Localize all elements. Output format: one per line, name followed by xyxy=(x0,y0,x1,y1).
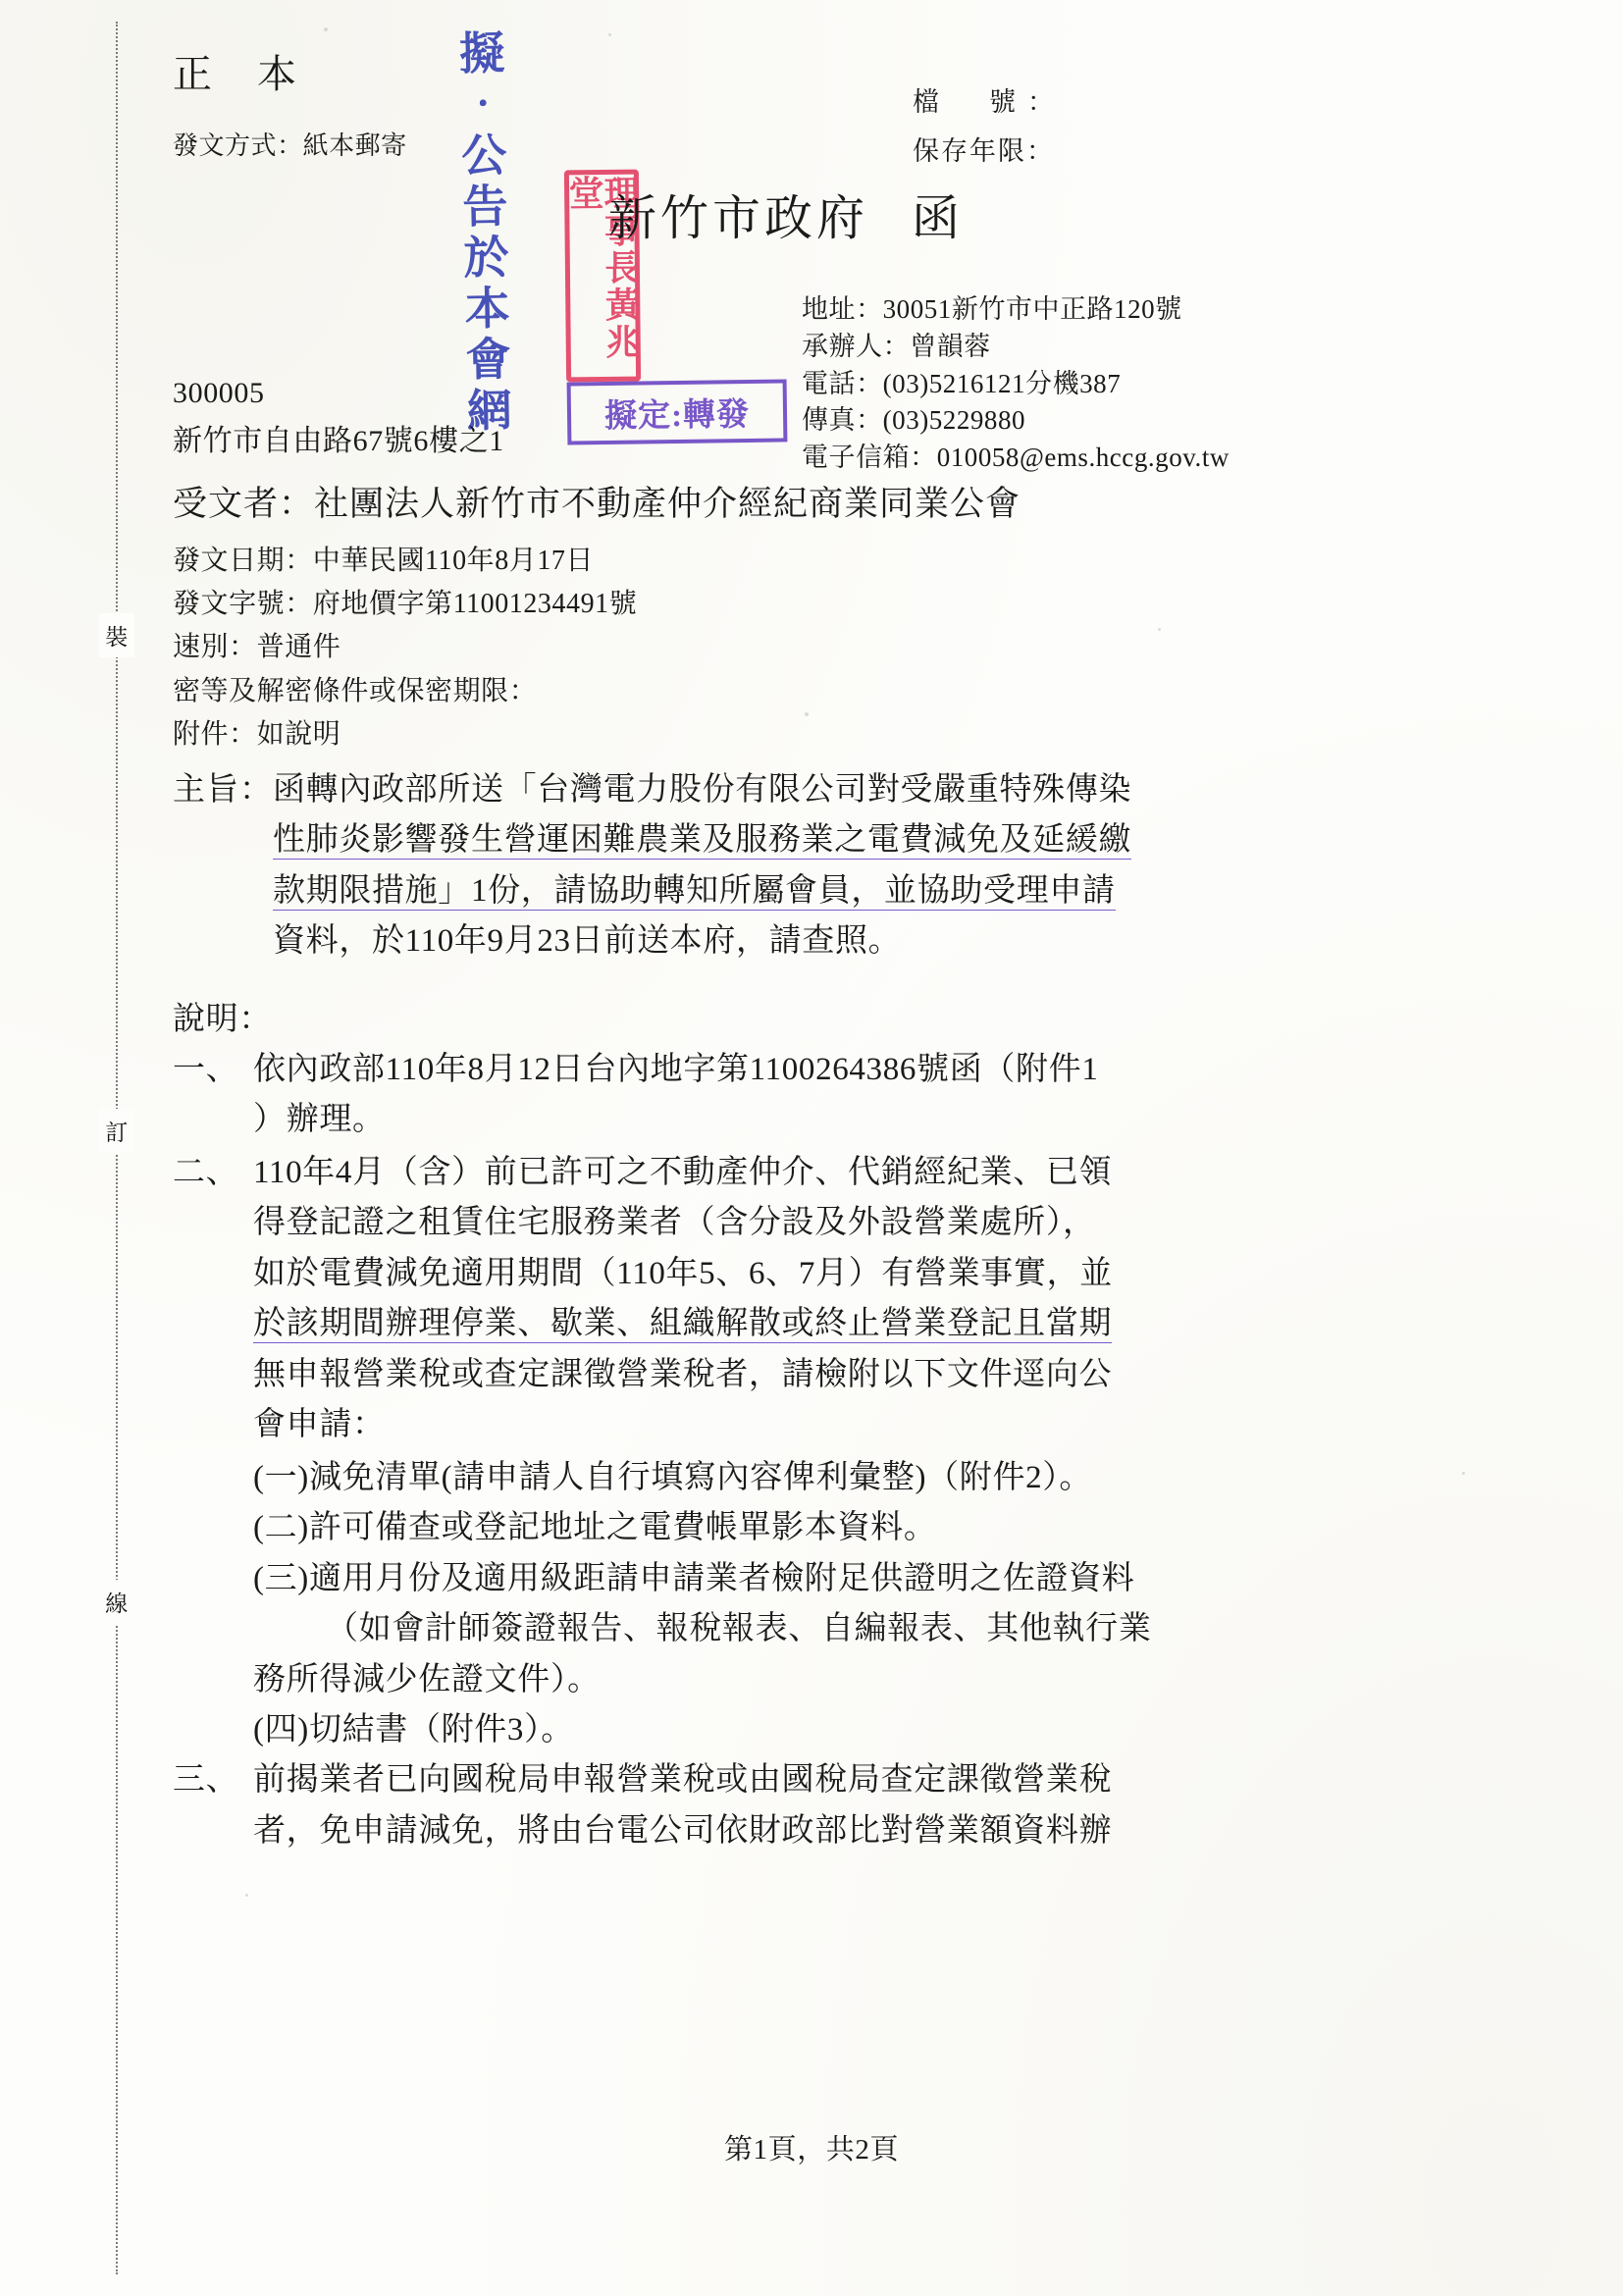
item-line: 得登記證之租賃住宅服務業者（含分設及外設營業處所）， xyxy=(253,1205,1096,1241)
item-line: 無申報營業稅或查定課徵營業稅者，請檢附以下文件逕向公 xyxy=(253,1356,1113,1392)
subject-line-underlined: 款期限措施」1份，請協助轉知所屬會員，並協助受理申請 xyxy=(273,872,1116,909)
scan-speckle xyxy=(1462,1472,1465,1475)
subject-line: 函轉內政部所送「台灣電力股份有限公司對受嚴重特殊傳染 xyxy=(273,772,1132,808)
item-line: 110年4月（含）前已許可之不動產仲介、代銷經紀業、已領 xyxy=(253,1154,1113,1190)
item-line: ）辦理。 xyxy=(253,1102,386,1138)
item-number: 二、 xyxy=(173,1154,239,1190)
subject-line: 資料，於110年9月23日前送本府，請查照。 xyxy=(273,923,902,960)
copy-type-label: 正 本 xyxy=(173,52,314,96)
item-text xyxy=(253,1148,1478,1451)
file-number-label: 檔 號： xyxy=(913,87,1066,117)
sub-item: (二)許可備查或登記地址之電費帳單影本資料。 xyxy=(253,1510,937,1546)
handwritten-blue-annotation: 擬‧公告於本會網 xyxy=(452,28,512,439)
subject-line xyxy=(273,866,1478,916)
document-meta-block xyxy=(173,540,637,757)
page-footer: 第1頁，共2頁 xyxy=(723,2134,900,2166)
item-number: 一、 xyxy=(173,1051,239,1087)
retention-period-label: 保存年限： xyxy=(913,136,1055,166)
sub-item: (一)減免清單(請申請人自行填寫內容俾利彙整)（附件2）。 xyxy=(253,1459,1093,1495)
subject-line-underlined: 性肺炎影響發生營運困難農業及服務業之電費減免及延緩繳 xyxy=(273,822,1132,859)
scan-speckle xyxy=(245,1894,248,1897)
page-title xyxy=(608,181,964,249)
explanation-item-2 xyxy=(173,1148,1478,1451)
binding-mark-zhuang: 裝 xyxy=(99,613,134,657)
recipient-zip: 300005 xyxy=(173,377,265,409)
contact-address: 地址：30051新竹市中正路120號 xyxy=(802,294,1182,324)
contact-phone: 電話：(03)5216121分機387 xyxy=(802,368,1122,398)
document-body xyxy=(173,765,1478,1858)
dispatch-method: 發文方式：紙本郵寄 xyxy=(173,131,407,160)
sub-item: （如會計師簽證報告、報稅報表、自編報表、其他執行業 xyxy=(326,1611,1152,1647)
subject-block xyxy=(173,765,1478,967)
contact-email: 電子信箱：010058@ems.hccg.gov.tw xyxy=(802,443,1230,473)
red-chairman-seal: 理事長黃兆堂 xyxy=(564,170,641,383)
binding-mark-ding: 訂 xyxy=(99,1109,134,1153)
recipient-street: 新竹市自由路67號6樓之1 xyxy=(173,425,504,457)
item-text xyxy=(253,1045,1478,1146)
explanation-sub-items xyxy=(253,1453,1478,1756)
explanation-item-1 xyxy=(173,1045,1478,1146)
item-line: 依內政部110年8月12日台內地字第1100264386號函（附件1 xyxy=(253,1051,1099,1087)
binding-mark-xian: 線 xyxy=(99,1580,134,1624)
meta-attachment: 附件：如說明 xyxy=(173,718,341,750)
issuing-organization: 新竹市政府 xyxy=(608,191,869,245)
explanation-item-3 xyxy=(173,1755,1478,1856)
item-line: 會申請： xyxy=(253,1407,386,1443)
item-line: 者，免申請減免，將由台電公司依財政部比對營業額資料辦 xyxy=(253,1812,1113,1849)
contact-fax: 傳真：(03)5229880 xyxy=(802,405,1026,436)
subject-label: 主旨： xyxy=(173,772,273,808)
sub-item: (三)適用月份及適用級距請申請業者檢附足供證明之佐證資料 xyxy=(253,1560,1135,1596)
purple-approval-stamp: 擬定:轉發 xyxy=(567,379,788,444)
meta-secrecy: 密等及解密條件或保密期限： xyxy=(173,675,538,706)
item-line: 如於電費減免適用期間（110年5、6、7月）有營業事實，並 xyxy=(253,1255,1113,1291)
scan-speckle xyxy=(805,712,809,716)
item-text xyxy=(253,1755,1478,1856)
item-line xyxy=(253,1299,1478,1349)
document-type-han: 函 xyxy=(912,191,965,245)
item-line-underlined: 於該期間辦理停業、歇業、組織解散或終止營業登記且當期 xyxy=(253,1306,1113,1342)
item-number: 三、 xyxy=(173,1762,239,1799)
explanation-label: 說明： xyxy=(173,1001,272,1037)
subject-line xyxy=(273,815,1478,865)
sub-item: 務所得減少佐證文件）。 xyxy=(253,1661,601,1697)
meta-doc-number: 發文字號：府地價字第11001234491號 xyxy=(173,589,638,620)
meta-speed: 速別：普通件 xyxy=(173,632,341,663)
scan-speckle xyxy=(324,27,328,31)
meta-date: 發文日期：中華民國110年8月17日 xyxy=(173,546,595,576)
recipient-line: 受文者：社團法人新竹市不動產仲介經紀商業同業公會 xyxy=(173,485,1021,523)
subject-text xyxy=(273,765,1478,967)
sub-item: (四)切結書（附件3）。 xyxy=(253,1711,574,1748)
scan-speckle xyxy=(608,33,611,36)
item-line: 前揭業者已向國稅局申報營業稅或由國稅局查定課徵營業稅 xyxy=(253,1762,1113,1799)
contact-block xyxy=(802,291,1230,477)
contact-handler: 承辦人：曾韻蓉 xyxy=(802,331,991,361)
scan-speckle xyxy=(1158,628,1161,631)
